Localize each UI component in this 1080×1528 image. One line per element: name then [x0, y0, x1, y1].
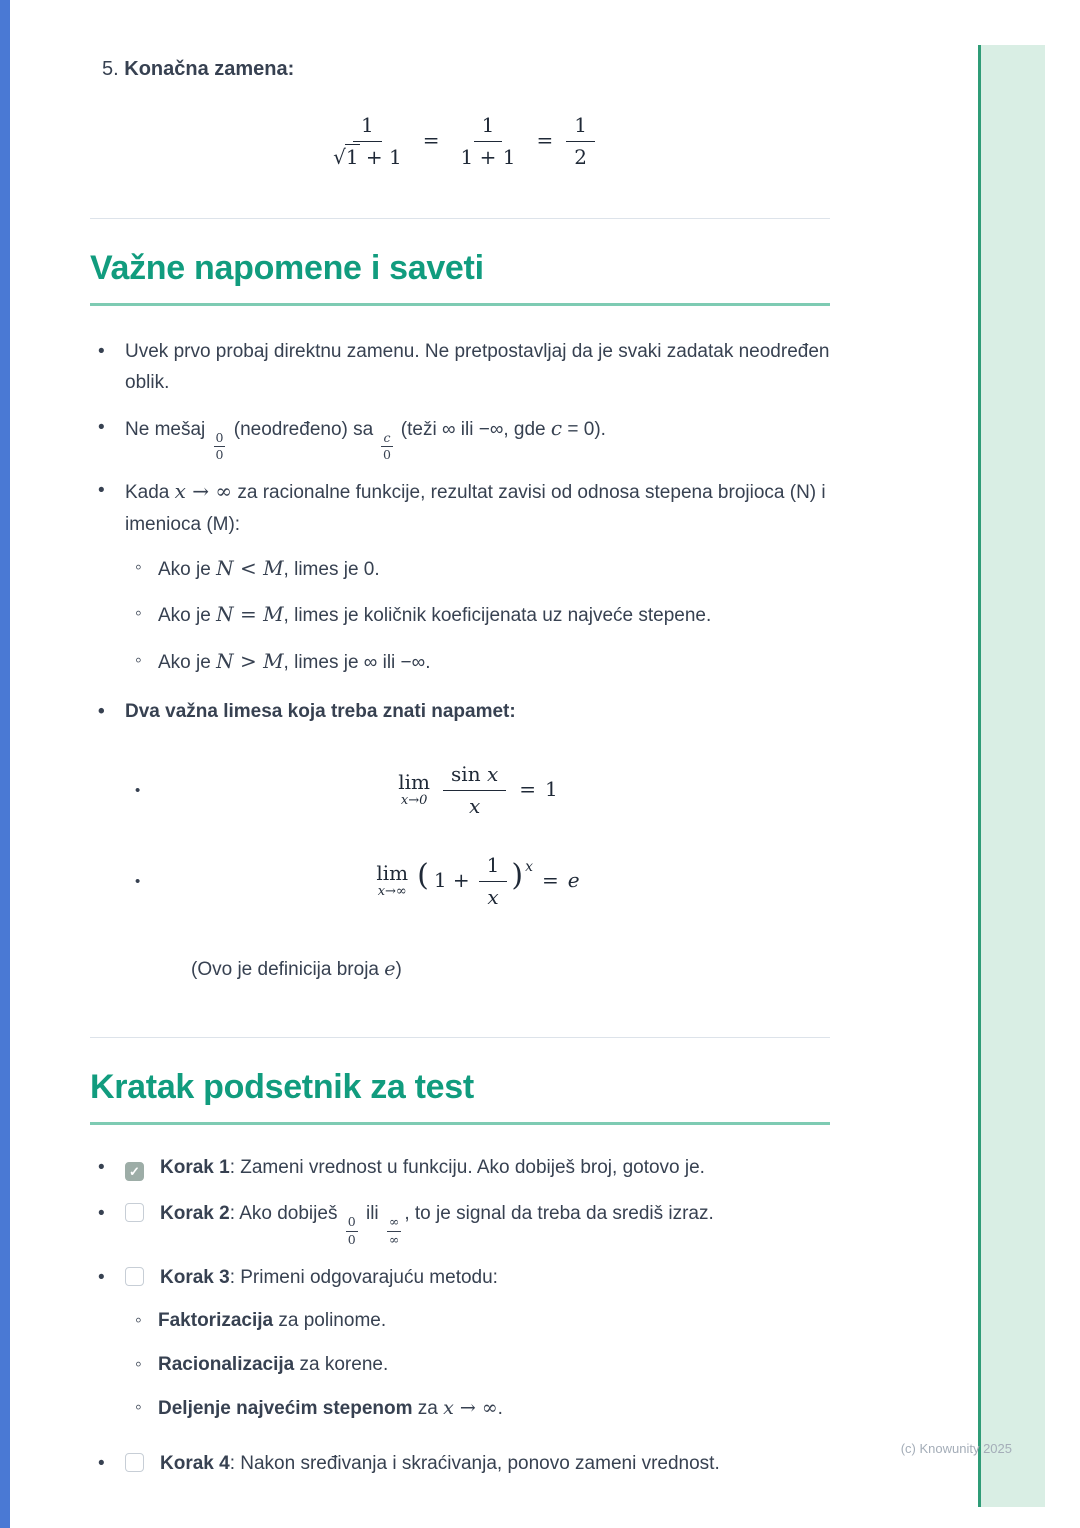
- math-x-to-infinity: x → ∞: [443, 1397, 498, 1420]
- step-5-title: Konačna zamena:: [124, 58, 295, 80]
- test-checklist: [90, 1153, 830, 1479]
- math-n-greater-m: N > M: [216, 648, 284, 673]
- limit-formula-e: • lim x→∞ ( 1 + $\frac{1}{x}$ ) $^x$= e: [135, 853, 830, 910]
- limit-formula-sin: [135, 762, 830, 819]
- fraction-1-over-2sum: $\frac{1}{1 + 1}$: [460, 113, 516, 169]
- method-faktorizacija: ◦ Faktorizacija za polinome.: [135, 1306, 830, 1336]
- radical-sign: √: [333, 145, 346, 169]
- step-5-heading: [102, 58, 830, 81]
- e-definition-note: (Ovo je definicija broja e): [191, 957, 402, 980]
- text-segment: za racionalne funkcije, rezultat zavisi od odnosa stepena brojioca (N) i imenioca (M):: [125, 482, 826, 535]
- math-var-e: e: [384, 957, 396, 980]
- math-n-equals-m: N = M: [216, 602, 284, 627]
- text-segment: Kada: [125, 482, 175, 504]
- lim-operator: • lim x→0: [398, 770, 431, 809]
- note-item-direct-substitution: • Uvek prvo probaj direktnu zamenu. Ne pretpostavljaj da je svaki zadatak neodređen oblik.: [90, 336, 830, 399]
- section-divider: [90, 1037, 830, 1038]
- checklist-item-korak-3: • Korak 3: Primeni odgovarajuću metodu: ◦ Faktorizacija za polinome. ◦ Racionalizacija za korene. ◦ Deljenje najvećim stepenom za x → ∞.: [90, 1263, 830, 1425]
- text-segment: (neodređeno) sa: [228, 418, 379, 440]
- method-racionalizacija: ◦ Racionalizacija za korene.: [135, 1350, 830, 1380]
- lim-operator: • lim x→∞: [376, 861, 409, 900]
- text-segment: = 0).: [562, 418, 606, 440]
- right-paren: ): [511, 857, 524, 893]
- text-segment: Ne mešaj: [125, 418, 211, 440]
- left-accent-bar: [0, 0, 10, 1528]
- checklist-item-korak-1: • ✓ Korak 1: Zameni vrednost u funkciju. Ako dobiješ broj, gotovo je.: [90, 1153, 830, 1183]
- fraction-1-over-sqrt: $\frac{1}{√1 + 1}$: [333, 113, 402, 169]
- equals-sign: =: [422, 128, 440, 152]
- checklist-item-korak-2: • Korak 2: Ako dobiješ $\frac{0}{0}$ ili ∞ ∞ , to je signal da treba da središ izraz.: [90, 1199, 830, 1247]
- section-title-podsetnik: Kratak podsetnik za test: [90, 1068, 830, 1125]
- right-margin-strip: [978, 45, 1045, 1507]
- checkbox-korak-4[interactable]: [125, 1453, 144, 1472]
- fraction-one-half: $\frac{1}{2}$: [566, 113, 595, 170]
- korak-label: Korak 3: [160, 1266, 230, 1288]
- fraction-sinx-over-x: $\frac{\text{sin x}}{x}$: [443, 762, 506, 819]
- text-segment: (teži ∞ ili −∞, gde: [395, 418, 551, 440]
- equals-sign: =: [542, 867, 559, 892]
- check-icon: • ✓: [129, 1163, 140, 1179]
- equals-sign: =: [519, 776, 536, 801]
- note-item-rational-functions: [90, 475, 830, 678]
- section-title-napomene: Važne napomene i saveti: [90, 249, 830, 306]
- fraction-0-0: $\frac{0}{0}$: [215, 429, 224, 463]
- left-paren: (: [417, 857, 429, 893]
- notes-list: [90, 336, 830, 985]
- checkbox-korak-3[interactable]: [125, 1267, 144, 1286]
- step-5-number: 5.: [102, 58, 119, 80]
- case-n-greater-m: ◦ Ako je N > M, limes je ∞ ili −∞.: [135, 645, 830, 678]
- limit-result: 1: [544, 776, 558, 801]
- copyright-text: (c) Knowunity 2025: [900, 1441, 1012, 1456]
- exponent-x: x: [525, 858, 534, 875]
- korak-3-methods-list: [125, 1306, 830, 1424]
- case-n-less-m: ◦ Ako je N < M, limes je 0.: [135, 552, 830, 585]
- final-substitution-formula: [90, 113, 830, 170]
- checkbox-korak-2[interactable]: [125, 1203, 144, 1222]
- degree-cases-list: [125, 552, 830, 678]
- checklist-item-korak-4: • Korak 4: Nakon sređivanja i skraćivanja, ponovo zameni vrednost.: [90, 1449, 830, 1479]
- important-limits-list: [125, 762, 830, 910]
- math-var-c: c: [550, 415, 563, 440]
- korak-label: Korak 4: [160, 1452, 230, 1474]
- fraction-c-0: $\frac{c}{0}$: [383, 429, 391, 463]
- note-item-important-limits: • Dva važna limesa koja treba znati napamet:: [90, 696, 830, 727]
- fraction-inf-inf: ∞ ∞: [388, 1214, 400, 1247]
- radicand: 1: [345, 145, 359, 169]
- fraction-1-over-x: $\frac{1}{x}$: [479, 853, 508, 910]
- math-x-to-infinity: x → ∞: [174, 479, 233, 504]
- method-deljenje-stepenom: ◦ Deljenje najvećim stepenom za x → ∞.: [135, 1393, 830, 1424]
- korak-label: Korak 2: [160, 1203, 230, 1225]
- korak-label: Korak 1: [160, 1156, 230, 1178]
- note-item-zero-over-zero: [90, 412, 830, 463]
- limit-result-e: e: [567, 867, 580, 892]
- checkbox-korak-1[interactable]: [125, 1162, 144, 1181]
- limit-formulas-container: [90, 762, 830, 985]
- math-n-less-m: N < M: [216, 556, 284, 581]
- section-divider: [90, 218, 830, 219]
- note-content: [90, 0, 830, 1495]
- case-n-equals-m: ◦ Ako je N = M, limes je količnik koeficijenata uz najveće stepene.: [135, 598, 830, 631]
- fraction-0-0: $\frac{0}{0}$: [347, 1214, 356, 1247]
- equals-sign: =: [536, 128, 554, 152]
